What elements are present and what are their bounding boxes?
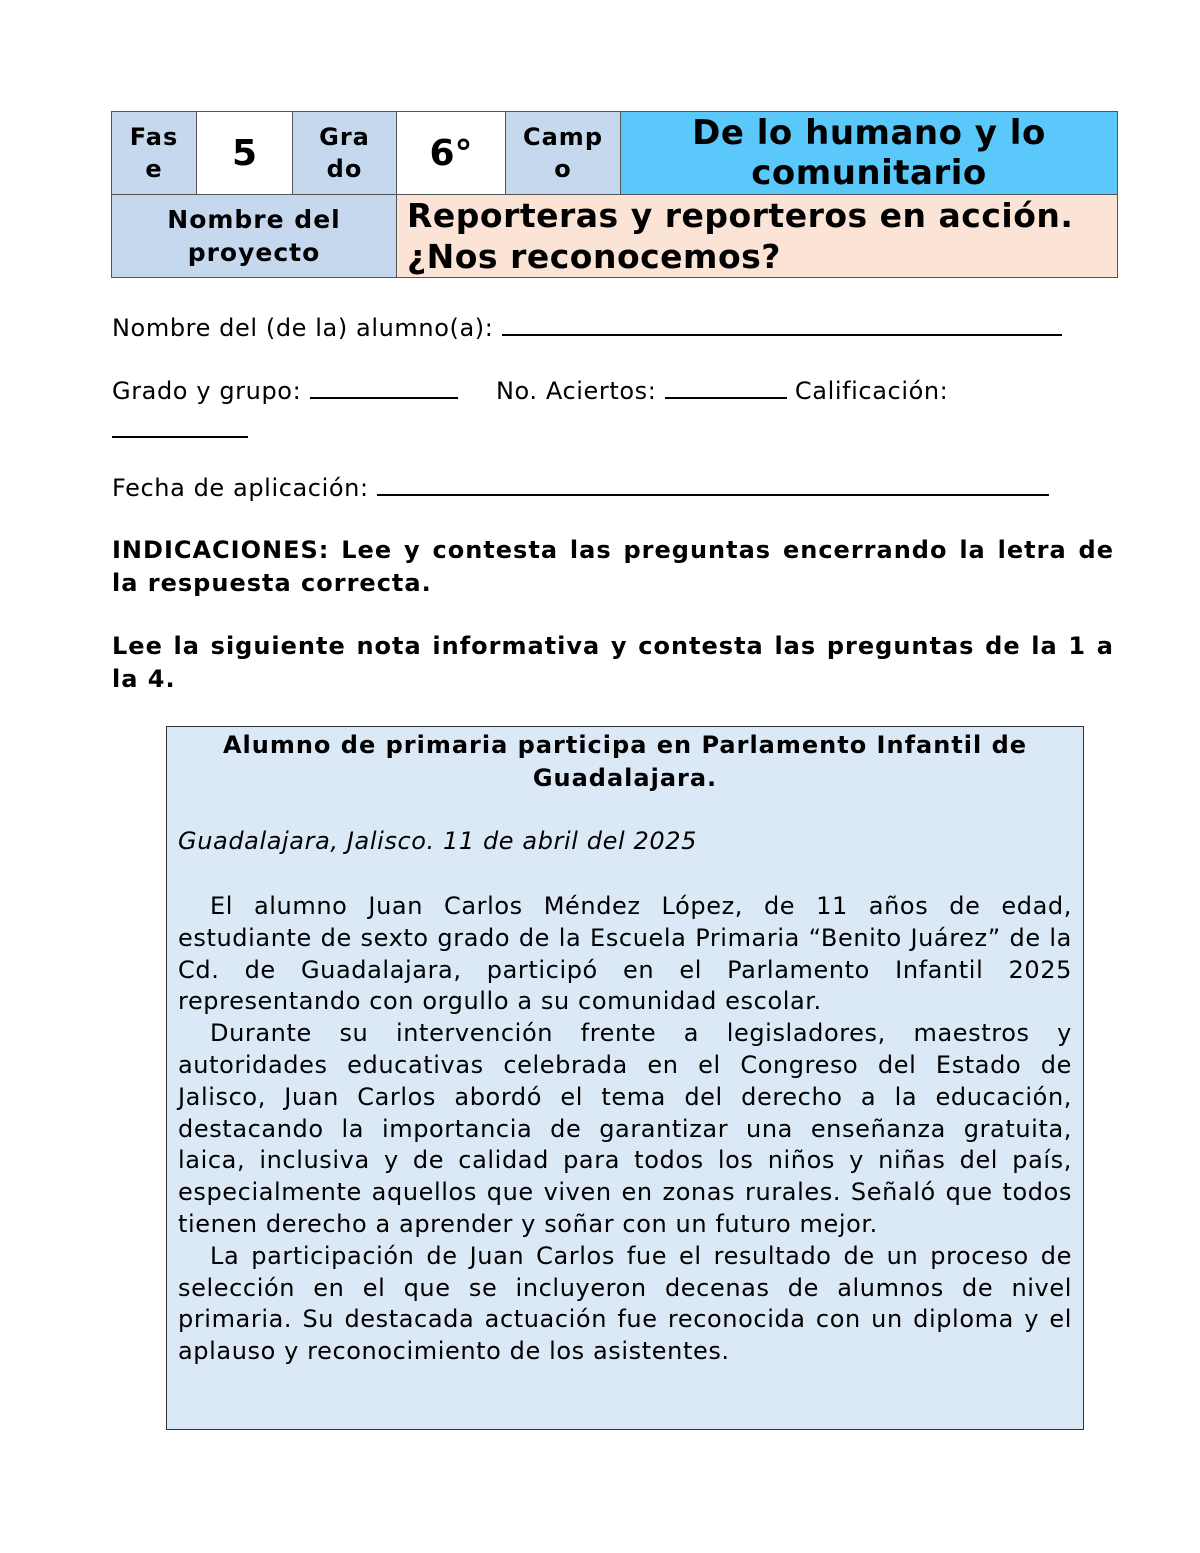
lee-nota-text: Lee la siguiente nota informativa y contesta las preguntas de la 1 a la 4.	[112, 632, 1114, 693]
grado-grupo-label: Grado y grupo:	[112, 377, 302, 405]
aciertos-label: No. Aciertos:	[495, 377, 657, 405]
proyecto-label: Nombre del proyecto	[112, 195, 397, 278]
grado-grupo-blank[interactable]	[310, 375, 458, 399]
news-article-box	[166, 726, 1084, 1430]
fase-label: Fase	[112, 112, 197, 195]
campo-value: De lo humano y lo comunitario	[621, 112, 1118, 195]
proyecto-value: Reporteras y reporteros en acción. ¿Nos reconocemos?	[397, 195, 1118, 278]
news-paragraph: Durante su intervención frente a legisladores, maestros y autoridades educativas celebrada en el Congreso del Estado de Jalisco, Juan Carlos abordó el tema del derecho a la educación, destacando la importancia de garantizar una enseñanza gratuita, laica, inclusiva y de calidad para todos los niños y niñas del país, especialmente aquellos que viven en zonas rurales. Señaló que todos tienen derecho a aprender y soñar con un futuro mejor.	[178, 1019, 1072, 1238]
nombre-blank[interactable]	[502, 312, 1062, 336]
grado-grupo-row	[112, 375, 948, 405]
grado-value: 6°	[397, 112, 506, 195]
news-paragraph: El alumno Juan Carlos Méndez López, de 11 años de edad, estudiante de sexto grado de la Escuela Primaria “Benito Juárez” de la Cd. de Guadalajara, participó en el Parlamento Infantil 2025 representando con orgullo a su comunidad escolar.	[178, 892, 1072, 1016]
calificacion-row	[112, 414, 248, 444]
nombre-row	[112, 312, 1062, 342]
news-paragraph: La participación de Juan Carlos fue el resultado de un proceso de selección en el que se incluyeron decenas de alumnos de nivel primaria. Su destacada actuación fue reconocida con un diploma y el aplauso y reconocimiento de los asistentes.	[178, 1241, 1072, 1366]
grado-label: Grado	[293, 112, 397, 195]
fecha-blank[interactable]	[377, 472, 1049, 496]
fase-value: 5	[197, 112, 293, 195]
campo-label: Campo	[506, 112, 621, 195]
indicaciones-text: INDICACIONES: Lee y contesta las preguntas encerrando la letra de la respuesta correcta.	[112, 536, 1114, 597]
fecha-row	[112, 472, 1049, 502]
header-table	[111, 111, 1118, 278]
calificacion-label: Calificación:	[794, 377, 949, 405]
news-title: Alumno de primaria participa en Parlamento Infantil de Guadalajara.	[222, 731, 1028, 792]
nombre-label: Nombre del (de la) alumno(a):	[112, 314, 494, 342]
fecha-label: Fecha de aplicación:	[112, 474, 369, 502]
calificacion-blank[interactable]	[112, 414, 248, 438]
aciertos-blank[interactable]	[665, 375, 787, 399]
news-dateline: Guadalajara, Jalisco. 11 de abril del 2025	[178, 827, 697, 855]
